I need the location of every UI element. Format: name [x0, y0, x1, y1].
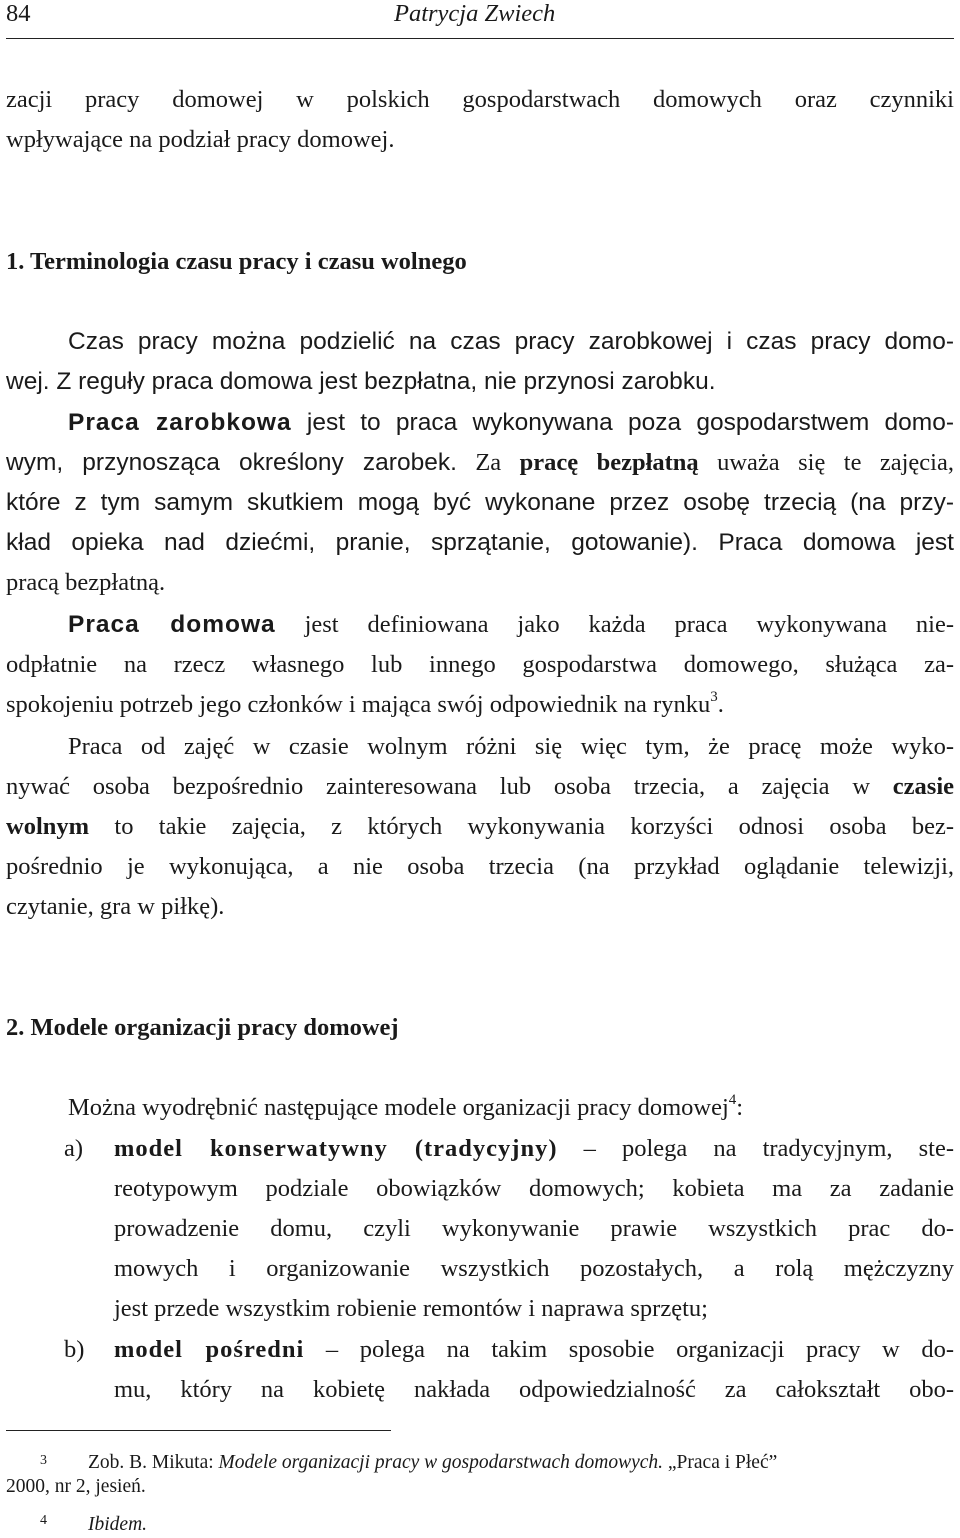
text-line: mu, który na kobietę nakłada odpowiedzialność za całokształt obo-: [114, 1376, 954, 1403]
text-line: mowych i organizowanie wszystkich pozostałych, a rolą mężczyzny: [114, 1255, 954, 1282]
term-praca-domowa: Praca domowa: [68, 611, 276, 638]
running-head: Patrycja Zwiech: [394, 0, 556, 27]
text-line: odpłatnie na rzecz własnego lub innego gospodarstwa domowego, służąca za-: [6, 651, 954, 678]
text-line: Praca zarobkowa jest to praca wykonywana poza gospodarstwem domo-: [68, 409, 954, 436]
text-line: pracą bezpłatną.: [6, 569, 166, 596]
text-line: czytanie, gra w piłkę).: [6, 893, 225, 920]
text-line: wym, przynosząca określony zarobek. Za pracę bezpłatną uważa się te zajęcia,: [6, 449, 954, 476]
cited-title: Modele organizacji pracy w gospodarstwach domowych.: [218, 1452, 664, 1473]
text-line: wej. Z reguły praca domowa jest bezpłatna, nie przynosi zarobku.: [6, 368, 716, 395]
term-praca-zarobkowa: Praca zarobkowa: [68, 409, 292, 436]
term-praca-bezplatna: pracę bezpłatną: [519, 449, 699, 476]
text-line: pośrednio je wykonująca, a nie osoba trzecia (na przykład oglądanie telewizji,: [6, 853, 954, 880]
text-line: jest przede wszystkim robienie remontów i naprawa sprzętu;: [114, 1295, 708, 1322]
section-2-intro: Można wyodrębnić następujące modele organizacji pracy domowej$^4$:: [68, 1092, 744, 1121]
section-heading-2: 2. Modele organizacji pracy domowej: [6, 1014, 399, 1041]
text-line: nywać osoba bezpośrednio zainteresowana lub osoba trzecia, a zajęcia w czasie: [6, 773, 954, 800]
footnote-3: 3 Zob. B. Mikuta: Modele organizacji pracy w gospodarstwach domowych. „Praca i Płeć” 2000, nr 2, jesień.: [6, 1448, 954, 1500]
text-line: model pośredni – polega na takim sposobie organizacji pracy w do-: [114, 1336, 954, 1363]
paragraph-2: [6, 403, 954, 603]
text-line: Praca domowa jest definiowana jako każda praca wykonywana nie-: [68, 611, 954, 638]
footnote-ref-4[interactable]: 4: [728, 1092, 737, 1108]
term-wolnym: wolnym: [6, 813, 90, 840]
list-marker: a): [64, 1135, 84, 1162]
footnote-ref-3[interactable]: 3: [710, 689, 718, 705]
text-line: zacji pracy domowej w polskich gospodarstwach domowych oraz czynniki: [6, 86, 954, 113]
text-line: które z tym samym skutkiem mogą być wykonane przez osobę trzecią (na przy-: [6, 489, 954, 516]
term-model-posredni: model pośredni: [114, 1336, 305, 1363]
page-header: [6, 0, 954, 39]
text-line: Czas pracy można podzielić na czas pracy zarobkowej i czas pracy domo-: [68, 328, 954, 355]
text-line: reotypowym podziale obowiązków domowych; kobieta ma za zadanie: [114, 1175, 954, 1202]
footnote-marker: 4: [40, 1513, 47, 1528]
text-line: spokojeniu potrzeb jego członków i mająca swój odpowiednik na rynku$^3$.: [6, 689, 724, 718]
section-heading-1: 1. Terminologia czasu pracy i czasu wolnego: [6, 248, 467, 275]
paragraph-3: [6, 605, 954, 725]
text-line: wpływające na podział pracy domowej.: [6, 126, 395, 153]
intro-paragraph: [6, 80, 954, 160]
term-czasie: czasie: [892, 773, 954, 800]
text-line: kład opieka nad dziećmi, pranie, sprzątanie, gotowanie). Praca domowa jest: [6, 529, 954, 556]
paragraph-4: [6, 727, 954, 927]
text-line: prowadzenie domu, czyli wykonywanie prawie wszystkich prac do-: [114, 1215, 954, 1242]
text-line: wolnym to takie zajęcia, z których wykonywania korzyści odnosi osoba bez-: [6, 813, 954, 840]
text-line: model konserwatywny (tradycyjny) – polega na tradycyjnym, ste-: [114, 1135, 954, 1162]
term-model-konserwatywny: model konserwatywny (tradycyjny): [114, 1135, 558, 1162]
text-line: Praca od zajęć w czasie wolnym różni się więc tym, że pracę może wyko-: [68, 733, 954, 760]
paragraph-1: [6, 322, 954, 402]
list-marker: b): [64, 1336, 85, 1363]
footnote-rule: [6, 1430, 391, 1431]
footnote-4: 4 Ibidem.: [6, 1508, 954, 1534]
footnote-marker: 3: [40, 1453, 47, 1468]
page-number: 84: [6, 0, 31, 27]
page: [6, 0, 954, 1538]
